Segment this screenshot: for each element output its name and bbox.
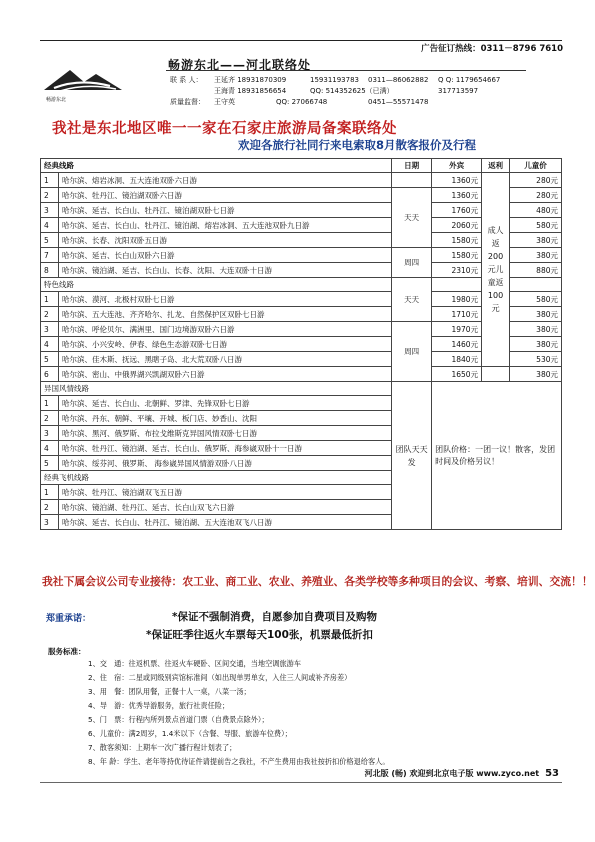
table-row bbox=[41, 173, 562, 188]
contact-phone: 王海青 18931856654 bbox=[214, 87, 287, 95]
row-route: 哈尔滨、绥芬河、俄罗斯、 海参崴异国风情游双卧八日游 bbox=[58, 456, 391, 471]
row-child: 530元 bbox=[510, 352, 562, 367]
section-flight-label: 经典飞机线路 bbox=[41, 471, 392, 485]
section-special-label: 特色线路 bbox=[41, 278, 392, 292]
service-item: 4、导 游：优秀导游服务，旅行社责任险； bbox=[88, 701, 230, 710]
contact-row bbox=[170, 86, 478, 96]
headline-sub: 欢迎各旅行社同行来电索取8月散客报价及行程 bbox=[238, 138, 476, 152]
row-child: 580元 bbox=[510, 218, 562, 233]
row-no: 2 bbox=[41, 307, 59, 322]
row-route: 哈尔滨、漠河、北极村双卧七日游 bbox=[58, 292, 391, 307]
service-item: 1、交 通：往返机票、往返火车硬卧、区间交通，当地空调旅游车 bbox=[88, 659, 302, 668]
row-date-zhousi: 周四 bbox=[392, 322, 432, 382]
footer-text: 河北版 (畅) 欢迎到北京电子版 www.zyco.net bbox=[364, 769, 540, 778]
office-title: 畅游东北——河北联络处 bbox=[168, 58, 312, 72]
service-item: 7、散客须知：上期车一次广播行程计划表了； bbox=[88, 743, 237, 752]
row-route: 哈尔滨、镜泊湖、牡丹江、延吉、长白山双飞六日游 bbox=[58, 500, 391, 515]
contact-phone: 0451—55571478 bbox=[368, 98, 429, 106]
row-child: 380元 bbox=[510, 337, 562, 352]
row-date-tuandui: 团队天天发 bbox=[392, 382, 432, 530]
row-no: 3 bbox=[41, 426, 59, 441]
row-ext: 1460元 bbox=[432, 337, 482, 352]
row-child: 380元 bbox=[510, 233, 562, 248]
row-child: 280元 bbox=[510, 188, 562, 203]
rebate-cell: 成人返200元儿童返100元 bbox=[482, 173, 510, 367]
row-route: 哈尔滨、密山、中俄界湖兴凯湖双卧六日游 bbox=[58, 367, 391, 382]
row-ext: 1580元 bbox=[432, 248, 482, 263]
row-no: 1 bbox=[41, 396, 59, 411]
row-no: 5 bbox=[41, 233, 59, 248]
row-ext: 1360元 bbox=[432, 173, 482, 188]
row-route: 哈尔滨、熔岩冰洞、五大连池双卧六日游 bbox=[58, 173, 391, 188]
row-route: 哈尔滨、牡丹江、镜泊湖、延吉、长白山、俄罗斯、海参崴双卧十一日游 bbox=[58, 441, 391, 456]
contact-qq: QQ: 27066748 bbox=[276, 98, 328, 106]
row-child: 380元 bbox=[510, 367, 562, 382]
contact-qq: Q Q: 1179654667 bbox=[438, 76, 501, 84]
office-divider bbox=[166, 70, 526, 71]
row-child: 880元 bbox=[510, 263, 562, 278]
row-ext: 1360元 bbox=[432, 188, 482, 203]
header-child: 儿童价 bbox=[510, 159, 562, 173]
row-no: 3 bbox=[41, 515, 59, 530]
logo bbox=[40, 60, 126, 104]
row-route: 哈尔滨、牡丹江、镜泊湖双飞五日游 bbox=[58, 485, 391, 500]
conference-slogan: 我社下属会议公司专业接待：农工业、商工业、农业、养殖业、各类学校等多种项目的会议、考察、培训、交流！！ bbox=[42, 575, 593, 588]
row-no: 4 bbox=[41, 218, 59, 233]
row-route: 哈尔滨、延吉、长白山、北朝鲜、罗津、先锋双卧七日游 bbox=[58, 396, 391, 411]
row-no: 4 bbox=[41, 441, 59, 456]
row-child: 380元 bbox=[510, 307, 562, 322]
row-ext: 2310元 bbox=[432, 263, 482, 278]
row-route: 哈尔滨、呼伦贝尔、满洲里、国门边境游双卧六日游 bbox=[58, 322, 391, 337]
row-ext bbox=[432, 278, 482, 292]
row-child bbox=[510, 278, 562, 292]
row-rebate bbox=[482, 367, 510, 382]
row-ext: 1710元 bbox=[432, 307, 482, 322]
promise-title: 郑重承诺： bbox=[46, 614, 92, 624]
row-date-tiantian: 天天 bbox=[392, 188, 432, 248]
promise-line: *保证旺季往返火车票每天100张，机票最低折扣 bbox=[146, 629, 373, 641]
row-route: 哈尔滨、延吉、长白山、牡丹江、镜泊湖、五大连池双飞八日游 bbox=[58, 515, 391, 530]
row-route: 哈尔滨、长春、沈阳双卧五日游 bbox=[58, 233, 391, 248]
page-footer bbox=[365, 768, 559, 779]
supervisor-name: 王守英 bbox=[214, 98, 235, 106]
row-no: 5 bbox=[41, 352, 59, 367]
row-ext: 1580元 bbox=[432, 233, 482, 248]
service-item: 5、门 票：行程内所列景点首道门票（自费景点除外）； bbox=[88, 715, 269, 724]
row-route: 哈尔滨、延吉、长白山、牡丹江、镜泊湖双卧七日游 bbox=[58, 203, 391, 218]
row-no: 1 bbox=[41, 173, 59, 188]
ad-hotline: 广告征订热线：0311－8796 7610 bbox=[421, 44, 563, 54]
header-date: 日期 bbox=[392, 159, 432, 173]
group-price-note: 团队价格：一团一议！散客，发团时间及价格另议！ bbox=[432, 382, 562, 530]
row-ext: 1980元 bbox=[432, 292, 482, 307]
table-header-row bbox=[41, 159, 562, 173]
table-row bbox=[41, 367, 562, 382]
contact-phone: 0311—86062882 bbox=[368, 76, 429, 84]
row-no: 1 bbox=[41, 292, 59, 307]
contact-phone: 王延齐 18931870309 bbox=[214, 76, 287, 84]
row-no: 2 bbox=[41, 188, 59, 203]
row-route: 哈尔滨、镜泊湖、延吉、长白山、长春、沈阳、大连双卧十日游 bbox=[58, 263, 391, 278]
logo-text: 畅游东北 bbox=[46, 97, 67, 103]
section-foreign-label: 异国风情线路 bbox=[41, 382, 392, 396]
row-ext: 1650元 bbox=[432, 367, 482, 382]
row-no: 2 bbox=[41, 500, 59, 515]
row-no: 3 bbox=[41, 203, 59, 218]
top-rule bbox=[40, 40, 562, 41]
contact-label: 联 系 人： bbox=[170, 76, 203, 84]
row-route: 哈尔滨、小兴安岭、伊春、绿色生态游双卧七日游 bbox=[58, 337, 391, 352]
row-route: 哈尔滨、延吉、长白山双卧六日游 bbox=[58, 248, 391, 263]
row-child: 480元 bbox=[510, 203, 562, 218]
row-route: 哈尔滨、黑河、俄罗斯、布拉戈维斯克异国风情双卧七日游 bbox=[58, 426, 391, 441]
service-item: 2、住 宿：二星或同级别宾馆标准间（如出现单男单女，入住三人间或补齐房差） bbox=[88, 673, 352, 682]
row-child: 380元 bbox=[510, 248, 562, 263]
service-item: 8、年 龄：学生、老年等持优待证件请提前告之我社，不产生费用由我社按折扣价格退给客人。 bbox=[88, 757, 390, 766]
contact-qq: 317713597 bbox=[438, 87, 479, 95]
service-item: 3、用 餐：团队用餐，正餐十人一桌，八菜一汤； bbox=[88, 687, 251, 696]
row-ext: 1970元 bbox=[432, 322, 482, 337]
contact-row bbox=[170, 97, 428, 107]
row-ext: 2060元 bbox=[432, 218, 482, 233]
row-no: 6 bbox=[41, 367, 59, 382]
row-date-tiantian: 天天 bbox=[392, 278, 432, 322]
row-route: 哈尔滨、丹东、朝鲜、平壤、开城、板门店、妙香山、沈阳 bbox=[58, 411, 391, 426]
row-child: 280元 bbox=[510, 173, 562, 188]
footer-rule bbox=[40, 782, 562, 783]
row-no: 7 bbox=[41, 248, 59, 263]
headline-main: 我社是东北地区唯一一家在石家庄旅游局备案联络处 bbox=[52, 121, 397, 137]
row-no: 3 bbox=[41, 322, 59, 337]
page-number: 53 bbox=[545, 768, 559, 779]
contact-row bbox=[170, 75, 500, 85]
section-row bbox=[41, 382, 562, 396]
row-child: 380元 bbox=[510, 322, 562, 337]
contact-qq: QQ: 514352625（已满） bbox=[310, 87, 394, 95]
header-route: 经典线路 bbox=[41, 159, 392, 173]
route-table bbox=[40, 158, 562, 530]
contact-phone: 15931193783 bbox=[310, 76, 359, 84]
row-no: 8 bbox=[41, 263, 59, 278]
row-date-zhousi: 周四 bbox=[392, 248, 432, 278]
header-rebate: 返利 bbox=[482, 159, 510, 173]
row-ext: 1840元 bbox=[432, 352, 482, 367]
row-route: 哈尔滨、五大连池、齐齐哈尔、扎龙、自然保护区双卧七日游 bbox=[58, 307, 391, 322]
logo-mountain-icon bbox=[40, 60, 126, 98]
row-ext: 1760元 bbox=[432, 203, 482, 218]
row-route: 哈尔滨、牡丹江、镜泊湖双卧六日游 bbox=[58, 188, 391, 203]
service-item: 6、儿童价：满2周岁，1.4米以下（含餐、导服、旅游车位费）； bbox=[88, 729, 292, 738]
row-no: 5 bbox=[41, 456, 59, 471]
service-standard-title: 服务标准： bbox=[48, 647, 86, 656]
promise-line: *保证不强制消费，自愿参加自费项目及购物 bbox=[172, 611, 377, 623]
contact-label: 质量监督： bbox=[170, 98, 205, 106]
row-route: 哈尔滨、延吉、长白山、牡丹江、镜泊湖、熔岩冰洞、五大连池双卧九日游 bbox=[58, 218, 391, 233]
header-ext: 外宾 bbox=[432, 159, 482, 173]
row-no: 4 bbox=[41, 337, 59, 352]
row-date bbox=[392, 173, 432, 188]
row-route: 哈尔滨、佳木斯、抚远、黑瞎子岛、北大荒双卧八日游 bbox=[58, 352, 391, 367]
row-child: 580元 bbox=[510, 292, 562, 307]
row-no: 1 bbox=[41, 485, 59, 500]
row-no: 2 bbox=[41, 411, 59, 426]
